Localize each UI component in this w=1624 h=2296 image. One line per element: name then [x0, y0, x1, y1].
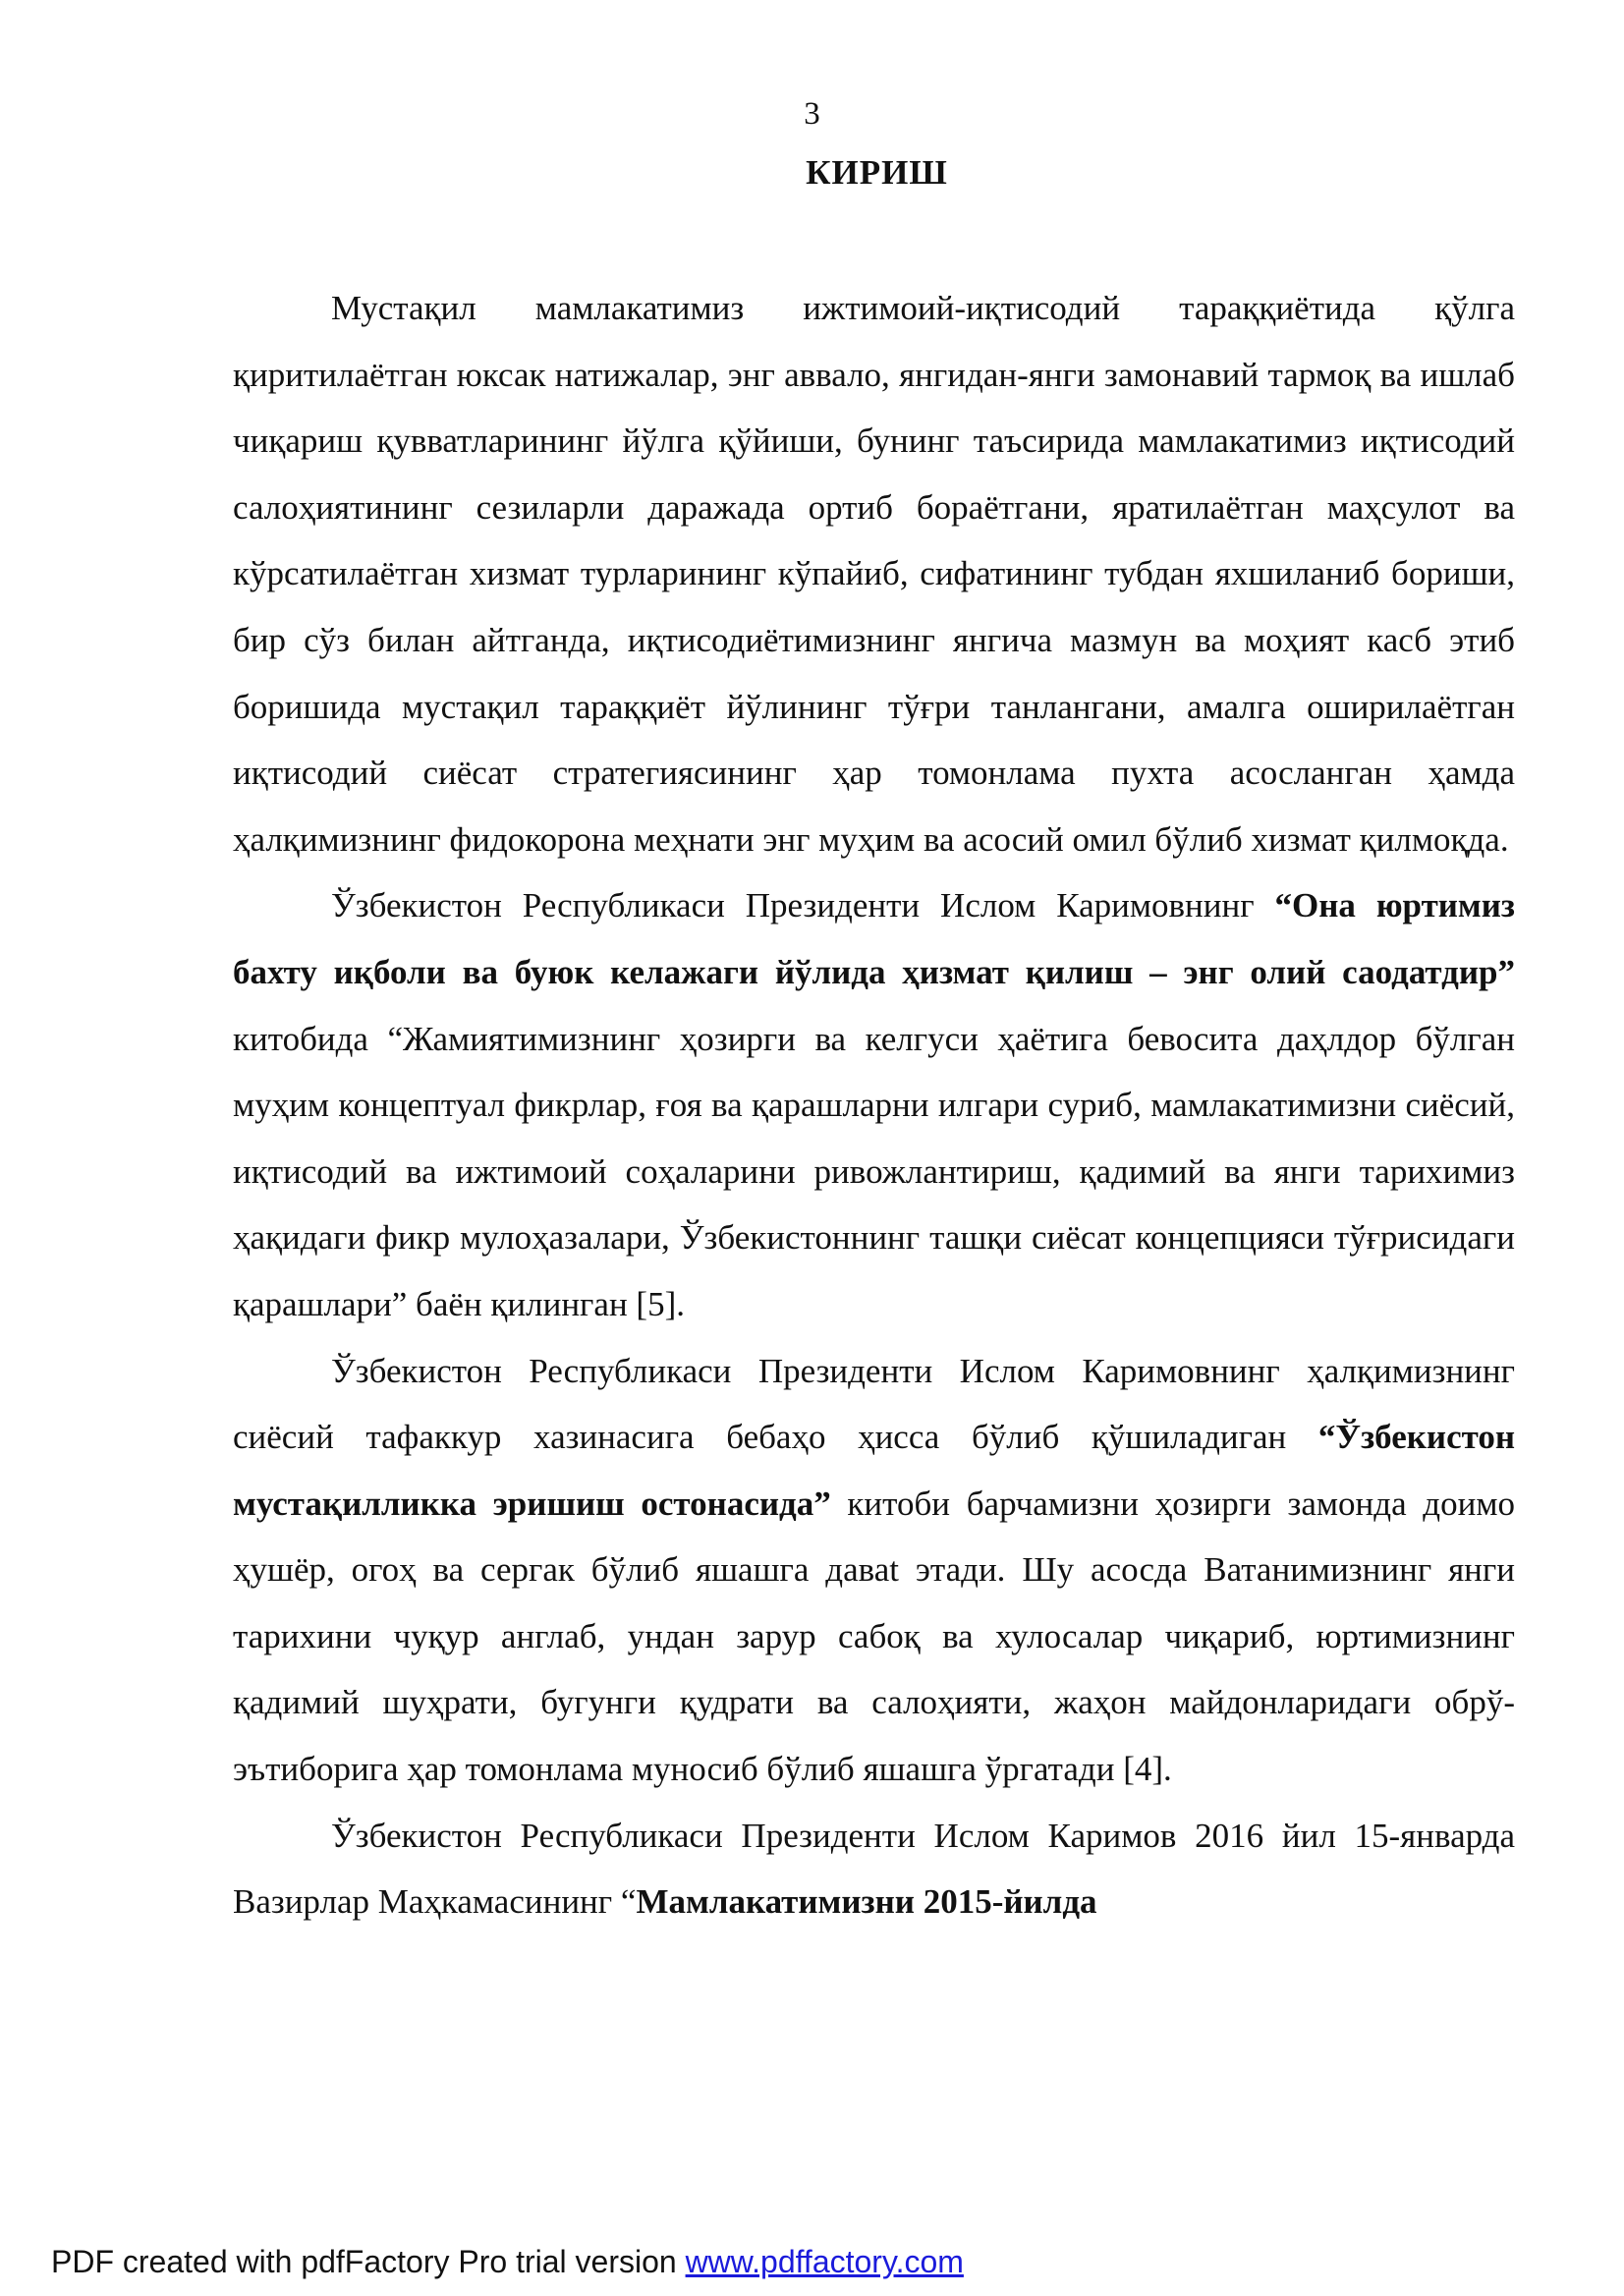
pdf-footer	[51, 2242, 964, 2281]
section-heading: КИРИШ	[806, 153, 948, 192]
document-title-bold: Мамлакатимизни 2015-йилда	[636, 1882, 1097, 1922]
paragraph-1	[233, 275, 1515, 872]
footer-link[interactable]: www.pdffactory.com	[685, 2244, 964, 2279]
page-number: 3	[804, 96, 820, 132]
paragraph-4	[233, 1803, 1515, 1935]
paragraph-text: китобида “Жамиятимизнинг ҳозирги ва келгуси ҳаётига бевосита даҳлдор бўлган муҳим концептуал фикрлар, ғоя ва қарашларни илгари суриб, мамлакатимизни сиёсий, иқтисодий ва ижтимоий соҳаларини ривожлантириш, қадимий ва янги тарихимиз ҳақидаги фикр мулоҳазалари, Ўзбекистоннинг ташқи сиёсат концепцияси тўғрисидаги қарашлари” баён қилинган [5].	[233, 1019, 1515, 1323]
paragraph-2	[233, 872, 1515, 1337]
paragraph-3	[233, 1338, 1515, 1803]
book-title-bold: “Она юртимиз бахту иқболи ва буюк келажаги йўлида ҳизмат қилиш – энг олий саодатдир”	[233, 886, 1515, 991]
paragraph-text: китоби барчамизни ҳозирги замонда доимо ҳушёр, огоҳ ва сергак бўлиб яшашга даваt этади. Шу асосда Ватанимизнинг янги тарихини чуқур англаб, ундан зарур сабоқ ва хулосалар чиқариб, юртимизнинг қадимий шуҳрати, бугунги қудрати ва салоҳияти, жаҳон майдонларидаги обрў-эътиборига ҳар томонлама муносиб бўлиб яшашга ўргатади [4].	[233, 1484, 1515, 1789]
paragraph-text: Мустақил мамлакатимиз ижтимоий-иқтисодий тараққиётида қўлга қиритилаётган юксак натижалар, энг аввало, янгидан-янги замонавий тармоқ ва ишлаб чиқариш қувватларининг йўлга қўйиши, бунинг таъсирида мамлакатимиз иқтисодий салоҳиятининг сезиларли даражада ортиб бораётгани, яратилаётган маҳсулот ва кўрсатилаётган хизмат турларининг кўпайиб, сифатининг тубдан яхшиланиб бориши, бир сўз билан айтганда, иқтисодиётимизнинг янгича мазмун ва моҳият касб этиб боришида мустақил тараққиёт йўлининг тўғри танлангани, амалга оширилаётган иқтисодий сиёсат стратегиясининг ҳар томонлама пухта асосланган ҳамда ҳалқимизнинг фидокорона меҳнати энг муҳим ва асосий омил бўлиб хизмат қилмоқда.	[233, 289, 1515, 859]
paragraph-text: Ўзбекистон Республикаси Президенти Ислом Каримов 2016 йил 15-январда Вазирлар Маҳкамасининг “	[233, 1816, 1515, 1922]
paragraph-text: Ўзбекистон Республикаси Президенти Ислом Каримовнинг ҳалқимизнинг сиёсий тафаккур хазинасига бебаҳо ҳисса бўлиб қўшиладиган	[233, 1351, 1515, 1457]
paragraph-text: Ўзбекистон Республикаси Президенти Ислом Каримовнинг	[331, 886, 1275, 925]
document-body	[233, 275, 1515, 1935]
book-title-bold: “Ўзбекистон мустақилликка эришиш остонасида”	[233, 1418, 1515, 1523]
footer-text: PDF created with pdfFactory Pro trial version	[51, 2244, 686, 2279]
